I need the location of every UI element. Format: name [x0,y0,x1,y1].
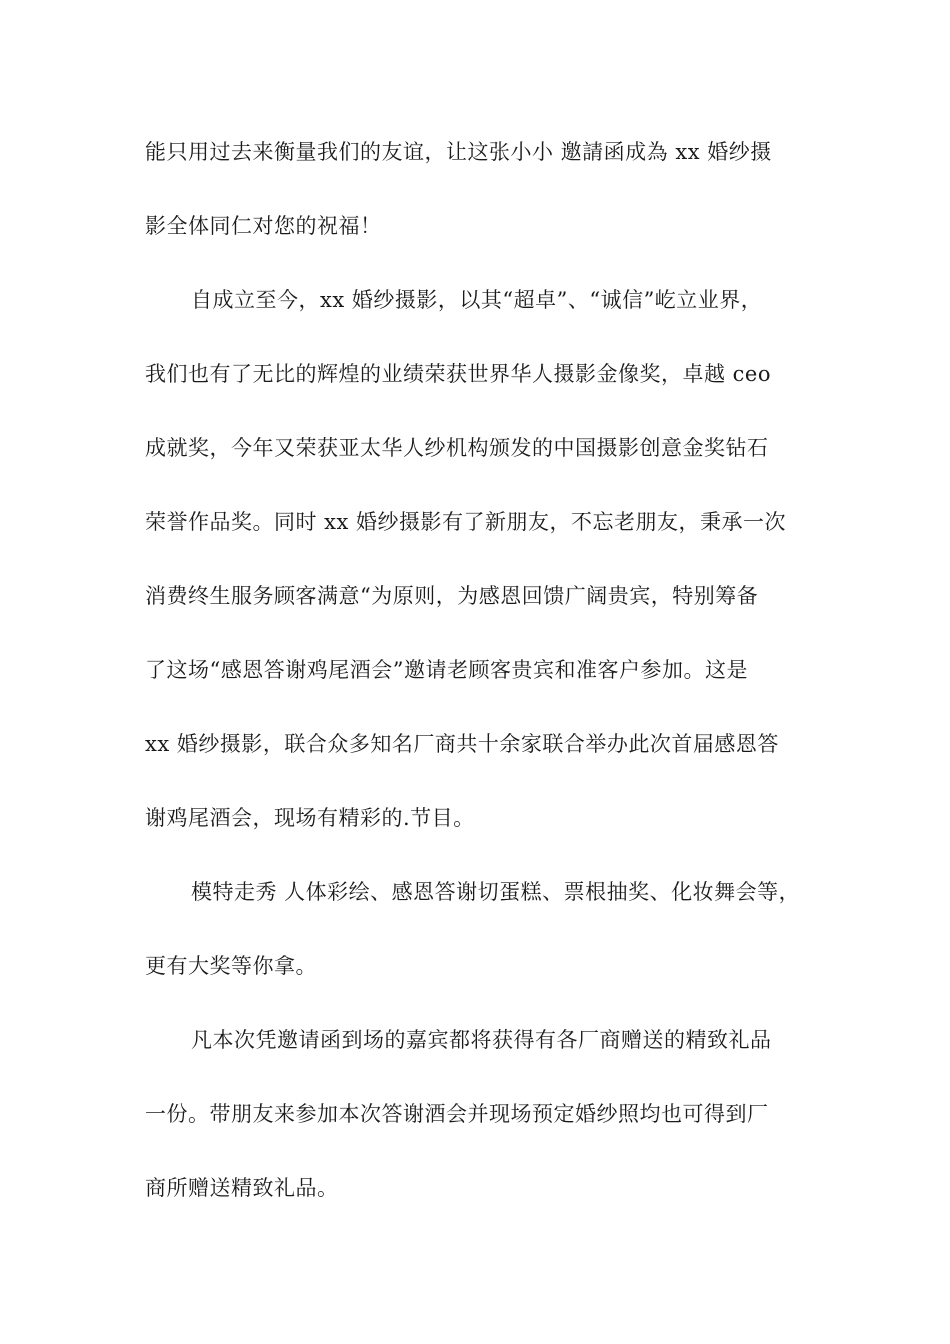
text-line: 商所赠送精致礼品。 [145,1176,339,1200]
text-line: 荣誉作品奖。同时 xx 婚纱摄影有了新朋友，不忘老朋友，秉承一次 [145,510,787,534]
text-line: xx 婚纱摄影，联合众多知名厂商共十余家联合举办此次首届感恩答 [145,732,779,756]
text-line: 谢鸡尾酒会，现场有精彩的.节目。 [145,806,475,830]
text-line: 消费终生服务顾客满意“为原则，为感恩回馈广阔贵宾，特别筹备 [145,584,759,608]
text-line: 更有大奖等你拿。 [145,954,317,978]
text-line: 了这场“感恩答谢鸡尾酒会”邀请老顾客贵宾和准客户参加。这是 [145,658,748,682]
text-line: 影全体同仁对您的祝福！ [145,214,382,238]
text-line: 能只用过去来衡量我们的友谊，让这张小小 邀請函成為 xx 婚纱摄 [145,140,772,164]
text-line: 成就奖，今年又荣获亚太华人纱机构颁发的中国摄影创意金奖钻石 [145,436,769,460]
document-body [145,131,845,1241]
text-line: 我们也有了无比的辉煌的业绩荣获世界华人摄影金像奖，卓越 ceo [145,362,772,386]
text-line: 模特走秀 人体彩绘、感恩答谢切蛋糕、票根抽奖、化妆舞会等， [191,880,801,904]
text-line: 一份。带朋友来参加本次答谢酒会并现场预定婚纱照均也可得到厂 [145,1102,769,1126]
text-line: 凡本次凭邀请函到场的嘉宾都将获得有各厂商赠送的精致礼品 [191,1028,772,1052]
text-line: 自成立至今，xx 婚纱摄影，以其“超卓”、“诚信”屹立业界， [191,288,763,312]
